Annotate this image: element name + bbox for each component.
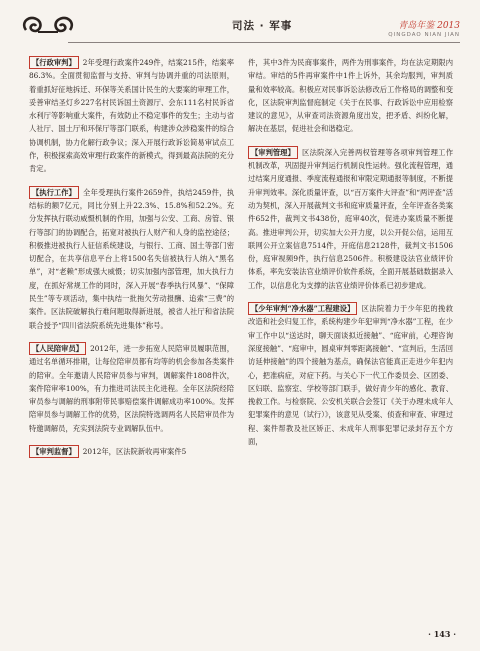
section-tag: 【审判管理】: [248, 146, 298, 159]
section-tag: 【执行工作】: [29, 186, 79, 199]
page-number: · 143 ·: [428, 629, 456, 639]
section-tag: 【审判监督】: [29, 445, 79, 458]
header-divider: [68, 42, 460, 43]
section-tag: 【人民陪审员】: [29, 342, 86, 355]
paragraph-text: 区法院着力于少年犯的挽救改造和社会归复工作，系统构建少年犯审判“净水器”工程，在少审工作中以“送达时，聊天面谈拟近接触”、“庭审前，心理咨询深度接触”、“庭审中，圆桌审判零距离接触”、“宣判后，生活回访延伸接触”的四个接触为基点，确保法官能真正走进少年犯内心，把准病症，对症下药。与关心下一代工作委员会、区团委、区妇联、监察室、学校等部门联手，做好青少年的感化、教育、挽救工作。与检察院、公安机关联合会签订《关于办理未成年人犯罪案件的意见（试行）》，该意见从受案、侦查和审查、审理过程、案件帮教及社区矫正、未成年人刑事犯罪记录封存五个方面，: [248, 304, 453, 447]
paragraph-text: 件，其中3件为民商事案件，两件为刑事案件，均在法定期限内审结。审结的5件再审案件中1件上诉外，其余均服判，审判质量和效率较高。积极应对民事诉讼法修改后工作格局的调整和变化，区法院审判监督庭制定《关于在民事、行政诉讼中应用检察建议的意见》，从审查司法资源角度出发，把矛盾、纠纷化解，解决在基层，促进社会和谐稳定。: [248, 58, 453, 134]
paragraph-enforcement: [29, 186, 234, 332]
page-header: [16, 8, 460, 48]
paragraph-juvenile-trials: [248, 302, 453, 448]
paragraph-jurors: [29, 342, 234, 435]
paragraph-text: 全年受理执行案件2659件，执结2459件，执结标的额7亿元，同比分别上升22.3%、15.8%和52.2%。充分发挥执行联动威慑机制的作用，加强与公安、工商、房管、银行等部门的协调配合，拓宽对被执行人财产和人身的监控途径；积极推进被执行人征信系统建设，与银行、工商、国土等部门密切配合，在共享信息平台上将1500名失信被执行人纳入“黑名单”，对“老赖”形成强大威慑；切实加强内部管理，加大执行力度，在抓好常规工作的同时，深入开展“春季执行风暴”、“保障民生”等专项活动，集中执结一批拖欠劳动报酬、追索“三费”的案件。区法院破解执行难问题取得新进展，被省人社厅和省法院联合授予“四川省法院系统先进集体”称号。: [29, 187, 234, 330]
paragraph-trial-management: [248, 146, 453, 292]
paragraph-text: 区法院深入完善两权管理等各项审判管理工作机制改革，巩固提升审判运行机制良性运转。强化流程管理，通过结案月度通报、季度流程通报和审限定期通报等制度，不断提升审判效率。深化质量评查，以“百万案件大评查”和“两评查”活动为契机，深入开展裁判文书和庭审质量评查，全年评查各类案件652件，裁判文书438份，庭审40次，促进办案质量不断提高。推进审判公开，切实加大公开力度，以公开促公信，运用互联网公开立案信息7514件，开庭信息2128件，裁判文书1506份，庭审视频9件，执行信息2506件。积极建设法官业绩评价体系，率先安装法官业绩评价软件系统，全面开展基础数据录入工作，以信息化为支撑的法官业绩评价体系已初步建成。: [248, 147, 453, 290]
yearbook-label: 青岛年鉴 2013: [398, 21, 460, 31]
section-tag: 【行政审判】: [29, 56, 79, 69]
paragraph-supervision: [29, 445, 234, 458]
right-column: [248, 56, 453, 458]
paragraph-text: 2012年，区法院新收再审案件5: [82, 447, 187, 457]
paragraph-text: 2012年，进一步拓宽人民陪审员履职范围，通过名单循环排期，让每位陪审员都有均等的机会参加各类案件的陪审。全年邀请人民陪审员参与审判，调解案件1808件次，案件陪审率100%，有力推进司法民主化进程。全年区法院经陪审员参与调解的刑事附带民事赔偿案件调解成功率100%。发挥陪审员参与调解工作的优势，区法院特选调两名人民陪审员作为特邀调解员，充实到法院专业调解队伍中。: [29, 343, 234, 433]
yearbook-pinyin: QINGDAO NIAN JIAN: [388, 32, 460, 38]
paragraph-administrative-trials: [29, 56, 234, 176]
left-column: [29, 56, 234, 468]
paragraph-supervision-continued: [248, 56, 453, 136]
section-tag: 【少年审判“净水器”工程建设】: [248, 302, 357, 315]
section-title: 司法 · 军事: [232, 20, 293, 32]
paragraph-text: 2年受理行政案件249件，结案215件，结案率86.3%。全面贯彻监督与支持、审判与协调并重的司法原则，着重抓好征地拆迁、环保等关系国计民生的大要案的审理工作，妥善审结圣灯乡227名村民诉国土资源厅、会东111名村民诉省水利厅等影响重大案件，有效防止不稳定事件的发生；主动与省人社厅、国土厅和环保厅等部门联系，构建涉众涉稳案件的综合协调机制，协力化解行政争议；深入开展行政诉讼简易审试点工作，积极探索高效审理行政案件的新模式，得到最高法院的充分肯定。: [29, 58, 234, 174]
